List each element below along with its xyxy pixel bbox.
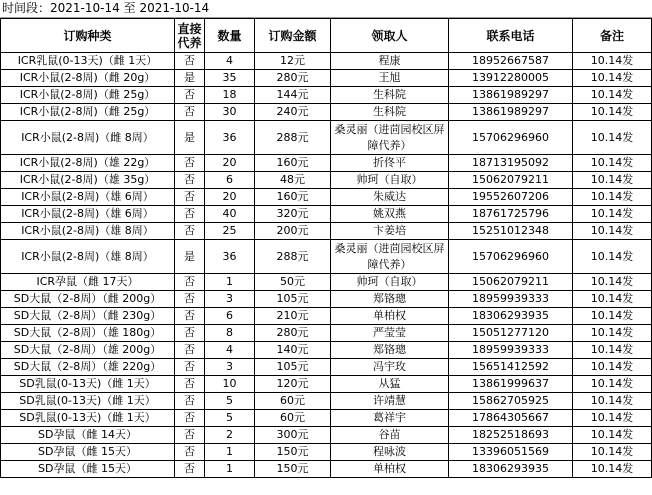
cell-type: ICR小鼠(2-8周)（雄 6周） [1,189,175,206]
cell-substitute: 是 [175,121,205,155]
table-row [1,155,652,172]
header-amount: 订购金额 [255,19,331,53]
table-row [1,359,652,376]
table-row [1,325,652,342]
cell-type: SD大鼠（2-8周）（雌 200g） [1,291,175,308]
cell-recipient: 许靖慧 [331,393,449,410]
cell-type: ICR小鼠(2-8周)（雄 8周） [1,223,175,240]
cell-qty: 18 [205,87,255,104]
cell-qty: 36 [205,240,255,274]
header-row [1,19,652,53]
cell-recipient: 程咏波 [331,444,449,461]
cell-note: 10.14发 [573,121,652,155]
cell-phone: 18959939333 [449,342,573,359]
cell-amount: 120元 [255,376,331,393]
cell-phone: 17864305667 [449,410,573,427]
cell-substitute: 是 [175,240,205,274]
cell-amount: 48元 [255,172,331,189]
cell-qty: 1 [205,444,255,461]
table-row [1,104,652,121]
cell-type: SD大鼠（2-8周）（雄 180g） [1,325,175,342]
cell-qty: 3 [205,291,255,308]
table-row [1,121,652,155]
cell-amount: 144元 [255,87,331,104]
cell-substitute: 否 [175,308,205,325]
cell-amount: 200元 [255,223,331,240]
cell-note: 10.14发 [573,53,652,70]
cell-phone: 15706296960 [449,121,573,155]
cell-recipient: 帅珂（自取） [331,274,449,291]
cell-phone: 18306293935 [449,461,573,478]
period-start: 2021-10-14 [50,1,120,15]
cell-phone: 18761725796 [449,206,573,223]
cell-type: ICR小鼠(2-8周)（雌 20g） [1,70,175,87]
cell-note: 10.14发 [573,376,652,393]
cell-recipient: 冯宇玫 [331,359,449,376]
cell-qty: 5 [205,410,255,427]
cell-note: 10.14发 [573,342,652,359]
cell-qty: 35 [205,70,255,87]
table-row [1,223,652,240]
cell-substitute: 否 [175,206,205,223]
cell-phone: 15062079211 [449,172,573,189]
cell-recipient: 朱威达 [331,189,449,206]
cell-amount: 50元 [255,274,331,291]
cell-type: SD孕鼠（雌 15天） [1,461,175,478]
cell-recipient: 从猛 [331,376,449,393]
cell-qty: 1 [205,461,255,478]
table-row [1,189,652,206]
cell-note: 10.14发 [573,325,652,342]
table-body [1,53,652,478]
cell-recipient: 桑灵丽（进茴园校区屏障代养） [331,240,449,274]
cell-phone: 18306293935 [449,308,573,325]
table-row [1,274,652,291]
cell-phone: 15251012348 [449,223,573,240]
cell-note: 10.14发 [573,461,652,478]
cell-amount: 60元 [255,393,331,410]
table-row [1,393,652,410]
cell-amount: 150元 [255,444,331,461]
cell-note: 10.14发 [573,172,652,189]
period-line [0,0,652,18]
cell-amount: 160元 [255,189,331,206]
cell-type: SD大鼠（2-8周）（雄 220g） [1,359,175,376]
table-row [1,461,652,478]
cell-type: ICR乳鼠(0-13天)（雌 1天） [1,53,175,70]
header-phone: 联系电话 [449,19,573,53]
cell-note: 10.14发 [573,410,652,427]
table-row [1,308,652,325]
cell-substitute: 否 [175,155,205,172]
cell-qty: 8 [205,325,255,342]
cell-note: 10.14发 [573,274,652,291]
cell-type: ICR小鼠(2-8周)（雌 8周） [1,121,175,155]
cell-type: ICR小鼠(2-8周)（雄 8周） [1,240,175,274]
period-end: 2021-10-14 [139,1,210,15]
cell-substitute: 否 [175,342,205,359]
cell-recipient: 王旭 [331,70,449,87]
cell-note: 10.14发 [573,359,652,376]
cell-amount: 280元 [255,70,331,87]
cell-recipient: 程康 [331,53,449,70]
cell-type: SD大鼠（2-8周）（雄 200g） [1,342,175,359]
table-row [1,444,652,461]
cell-note: 10.14发 [573,393,652,410]
cell-substitute: 否 [175,427,205,444]
cell-type: ICR小鼠(2-8周)（雄 35g） [1,172,175,189]
header-recipient: 领取人 [331,19,449,53]
cell-qty: 1 [205,274,255,291]
cell-phone: 15862705925 [449,393,573,410]
cell-recipient: 单柏权 [331,308,449,325]
cell-recipient: 折佟平 [331,155,449,172]
cell-recipient: 单柏权 [331,461,449,478]
cell-amount: 210元 [255,308,331,325]
cell-type: ICR小鼠(2-8周)（雌 25g） [1,104,175,121]
cell-phone: 13861989297 [449,87,573,104]
period-separator: 至 [123,1,136,15]
cell-type: ICR孕鼠（雌 17天） [1,274,175,291]
cell-substitute: 否 [175,325,205,342]
cell-amount: 240元 [255,104,331,121]
cell-recipient: 谷苗 [331,427,449,444]
cell-recipient: 生科院 [331,104,449,121]
cell-note: 10.14发 [573,155,652,172]
cell-qty: 10 [205,376,255,393]
cell-amount: 288元 [255,240,331,274]
cell-amount: 140元 [255,342,331,359]
cell-substitute: 否 [175,461,205,478]
table-row [1,87,652,104]
table-row [1,53,652,70]
cell-phone: 19552607206 [449,189,573,206]
cell-note: 10.14发 [573,308,652,325]
cell-substitute: 否 [175,104,205,121]
cell-phone: 18959939333 [449,291,573,308]
header-substitute: 直接代养 [175,19,205,53]
cell-phone: 18713195092 [449,155,573,172]
cell-substitute: 否 [175,393,205,410]
cell-phone: 15051277120 [449,325,573,342]
cell-substitute: 否 [175,410,205,427]
cell-phone: 15651412592 [449,359,573,376]
cell-type: SD孕鼠（雌 14天） [1,427,175,444]
table-row [1,70,652,87]
cell-type: SD大鼠（2-8周）（雌 230g） [1,308,175,325]
cell-qty: 6 [205,172,255,189]
cell-phone: 13861989297 [449,104,573,121]
cell-phone: 13396051569 [449,444,573,461]
cell-substitute: 否 [175,376,205,393]
cell-recipient: 生科院 [331,87,449,104]
cell-note: 10.14发 [573,240,652,274]
cell-substitute: 否 [175,444,205,461]
cell-phone: 13861999637 [449,376,573,393]
cell-substitute: 否 [175,189,205,206]
cell-amount: 320元 [255,206,331,223]
cell-recipient: 严莹莹 [331,325,449,342]
cell-note: 10.14发 [573,70,652,87]
cell-type: SD乳鼠(0-13天)（雌 1天） [1,410,175,427]
orders-table [0,18,652,478]
cell-amount: 105元 [255,359,331,376]
cell-substitute: 否 [175,87,205,104]
cell-qty: 25 [205,223,255,240]
cell-type: ICR小鼠(2-8周)（雌 25g） [1,87,175,104]
cell-note: 10.14发 [573,189,652,206]
cell-qty: 5 [205,393,255,410]
header-note: 备注 [573,19,652,53]
cell-note: 10.14发 [573,223,652,240]
cell-substitute: 是 [175,70,205,87]
cell-type: ICR小鼠(2-8周)（雄 22g） [1,155,175,172]
cell-note: 10.14发 [573,427,652,444]
cell-type: SD乳鼠(0-13天)（雌 1天） [1,393,175,410]
cell-phone: 18252518693 [449,427,573,444]
cell-qty: 4 [205,53,255,70]
table-row [1,376,652,393]
cell-qty: 4 [205,342,255,359]
cell-substitute: 否 [175,223,205,240]
cell-amount: 12元 [255,53,331,70]
cell-type: ICR小鼠(2-8周)（雄 6周） [1,206,175,223]
cell-phone: 15062079211 [449,274,573,291]
cell-amount: 160元 [255,155,331,172]
cell-amount: 300元 [255,427,331,444]
table-row [1,172,652,189]
table-row [1,240,652,274]
cell-qty: 40 [205,206,255,223]
table-row [1,427,652,444]
cell-recipient: 桑灵丽（进茴园校区屏障代养） [331,121,449,155]
cell-amount: 288元 [255,121,331,155]
cell-amount: 105元 [255,291,331,308]
cell-note: 10.14发 [573,104,652,121]
cell-qty: 30 [205,104,255,121]
cell-note: 10.14发 [573,87,652,104]
cell-qty: 20 [205,155,255,172]
cell-qty: 36 [205,121,255,155]
cell-amount: 150元 [255,461,331,478]
cell-phone: 13912280005 [449,70,573,87]
header-qty: 数量 [205,19,255,53]
cell-recipient: 郑铬璁 [331,291,449,308]
cell-note: 10.14发 [573,206,652,223]
cell-phone: 15706296960 [449,240,573,274]
cell-substitute: 否 [175,172,205,189]
cell-recipient: 葛祥宇 [331,410,449,427]
cell-recipient: 姚双燕 [331,206,449,223]
cell-substitute: 否 [175,359,205,376]
cell-phone: 18952667587 [449,53,573,70]
cell-substitute: 否 [175,291,205,308]
table-row [1,342,652,359]
table-row [1,410,652,427]
table-row [1,291,652,308]
cell-substitute: 否 [175,274,205,291]
cell-amount: 280元 [255,325,331,342]
cell-note: 10.14发 [573,444,652,461]
header-type: 订购种类 [1,19,175,53]
cell-recipient: 卞姜培 [331,223,449,240]
cell-recipient: 郑铬璁 [331,342,449,359]
cell-amount: 60元 [255,410,331,427]
cell-type: SD孕鼠（雌 15天） [1,444,175,461]
cell-qty: 2 [205,427,255,444]
cell-qty: 20 [205,189,255,206]
cell-qty: 6 [205,308,255,325]
cell-note: 10.14发 [573,291,652,308]
period-label: 时间段： [2,1,51,15]
cell-recipient: 帅珂（自取） [331,172,449,189]
cell-substitute: 否 [175,53,205,70]
table-row [1,206,652,223]
cell-type: SD乳鼠(0-13天)（雌 1天） [1,376,175,393]
cell-qty: 3 [205,359,255,376]
